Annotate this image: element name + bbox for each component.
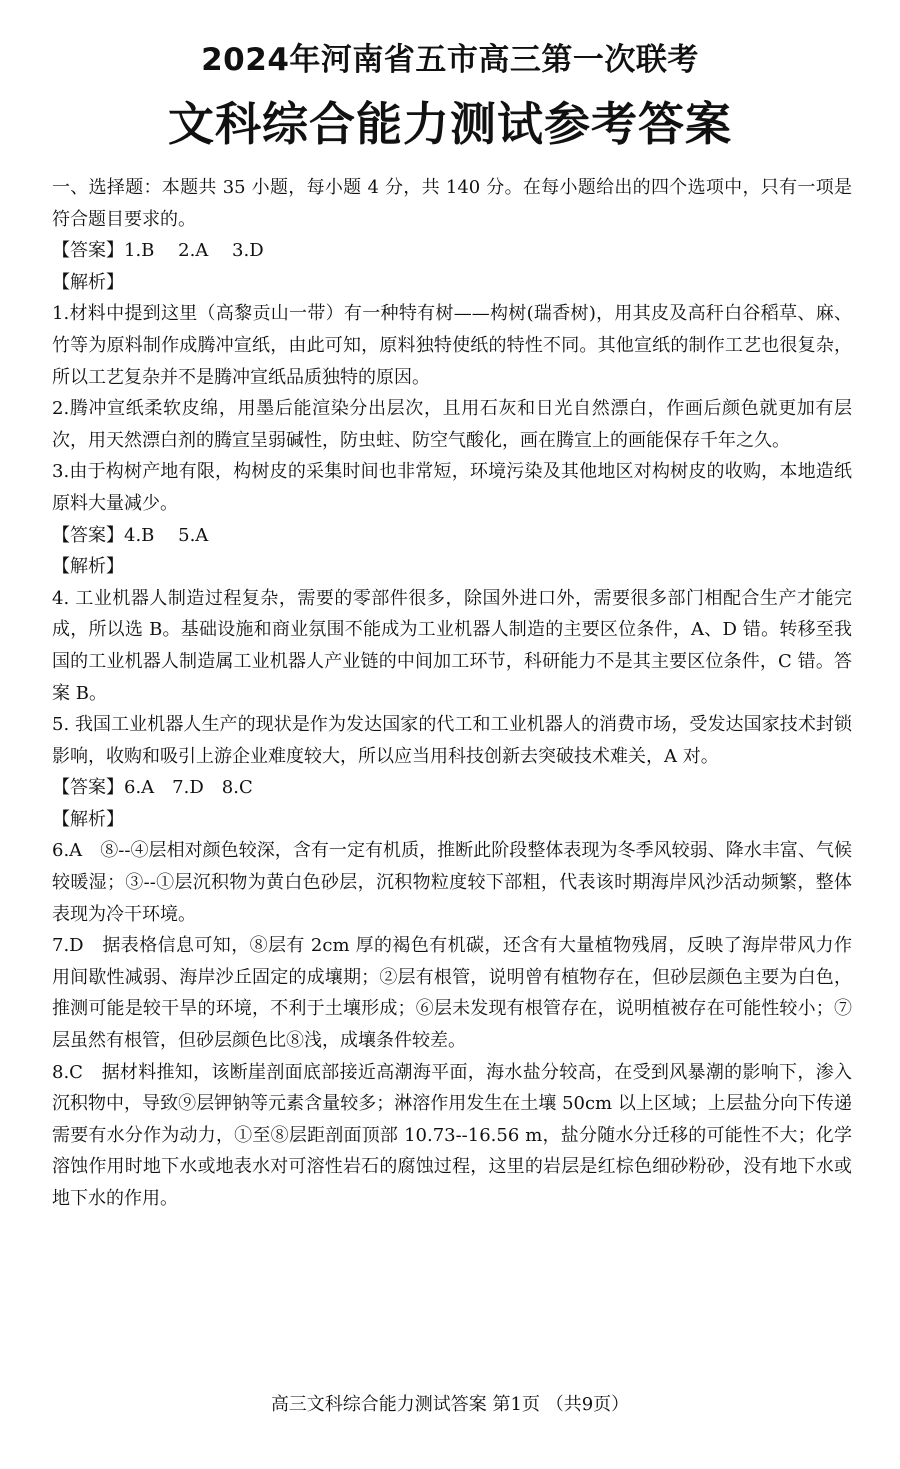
analysis-label: 【解析】 [52,556,124,578]
answer-line: 【答案】6.A 7.D 8.C [52,777,253,799]
answer-line: 【答案】1.B 2.A 3.D [52,240,264,262]
page-subtitle: 文科综合能力测试参考答案 [168,97,732,151]
analysis-label: 【解析】 [52,808,124,830]
analysis-item: 1.材料中提到这里（高黎贡山一带）有一种特有树——构树(瑞香树)，用其皮及高秆白谷稻草、麻、竹等为原料制作成腾冲宣纸，由此可知，原料独特使纸的特性不同。其他宣纸的制作工艺也很复杂，所以工艺复杂并不是腾冲宣纸品质独特的原因。 [52,303,852,388]
page-footer: 高三文科综合能力测试答案 第1页 （共9页） [270,1394,630,1415]
analysis-item: 7.D 据表格信息可知，⑧层有 2cm 厚的褐色有机碳，还含有大量植物残屑，反映了海岸带风力作用间歇性减弱、海岸沙丘固定的成壤期；②层有根管，说明曾有植物存在，但砂层颜色主要为白色，推测可能是较干旱的环境，不利于土壤形成；⑥层未发现有根管存在，说明植被存在可能性较小；⑦层虽然有根管，但砂层颜色比⑧浅，成壤条件较差。 [52,935,852,1052]
answer-line: 【答案】4.B 5.A [52,524,209,546]
analysis-item: 8.C 据材料推知，该断崖剖面底部接近高潮海平面，海水盐分较高，在受到风暴潮的影响下，渗入沉积物中，导致⑨层钾钠等元素含量较多；淋溶作用发生在土壤 50cm 以上区域；上层盐分向下传递需要有水分作为动力，①至⑧层距剖面顶部 10.73--16.56 m，盐分随水分迁移的可能性不大；化学溶蚀作用时地下水或地表水对可溶性岩石的腐蚀过程，这里的岩层是红棕色细砂粉砂，没有地下水或地下水的作用。 [52,1061,852,1209]
analysis-item: 6.A ⑧--④层相对颜色较深，含有一定有机质，推断此阶段整体表现为冬季风较弱、降水丰富、气候较暖湿；③--①层沉积物为黄白色砂层，沉积物粒度较下部粗，代表该时期海岸风沙活动频繁，整体表现为冷干环境。 [52,840,852,925]
analysis-item: 4. 工业机器人制造过程复杂，需要的零部件很多，除国外进口外，需要很多部门相配合生产才能完成，所以选 B。基础设施和商业氛围不能成为工业机器人制造的主要区位条件，A、D 错。转移至我国的工业机器人制造属工业机器人产业链的中间加工环节，科研能力不是其主要区位条件，C 错。答案 B。 [52,587,852,704]
analysis-item: 2.腾冲宣纸柔软皮绵，用墨后能渲染分出层次，且用石灰和日光自然漂白，作画后颜色就更加有层次，用天然漂白剂的腾宣呈弱碱性，防虫蛀、防空气酸化，画在腾宣上的画能保存千年之久。 [52,398,852,451]
analysis-item: 3.由于构树产地有限，构树皮的采集时间也非常短，环境污染及其他地区对构树皮的收购，本地造纸原料大量减少。 [52,461,852,514]
page-title: 2024年河南省五市高三第一次联考 [201,42,699,78]
answer-content [52,172,852,1215]
section-intro: 一、选择题：本题共 35 小题，每小题 4 分，共 140 分。在每小题给出的四个选项中，只有一项是符合题目要求的。 [52,177,852,230]
analysis-item: 5. 我国工业机器人生产的现状是作为发达国家的代工和工业机器人的消费市场，受发达国家技术封锁影响，收购和吸引上游企业难度较大，所以应当用科技创新去突破技术难关，A 对。 [52,714,852,767]
analysis-label: 【解析】 [52,271,124,293]
